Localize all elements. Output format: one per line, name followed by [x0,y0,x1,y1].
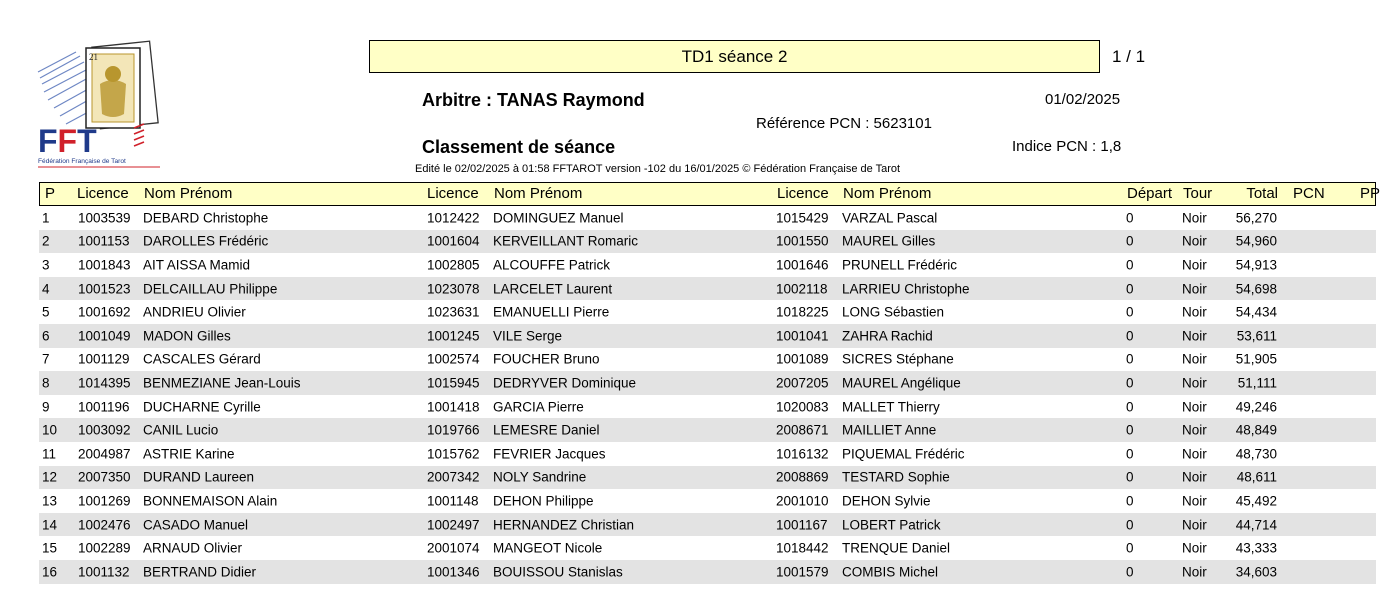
cell-total: 54,960 [1235,233,1277,249]
cell-player-2: ALCOUFFE Patrick [493,257,611,273]
cell-licence-2: 1023631 [427,304,480,320]
table-header [39,182,1381,206]
cell-licence-2: 1015945 [427,375,480,391]
cell-player-3: MAUREL Angélique [842,375,961,391]
cell-player-3: DEHON Sylvie [842,493,931,509]
cell-player-1: CASADO Manuel [143,517,249,533]
column-header-licence-2: Licence [427,185,479,203]
cell-licence-3: 1018442 [776,540,829,556]
classement-heading: Classement de séance [422,137,616,157]
cell-licence-1: 1014395 [78,375,131,391]
cell-player-2: LARCELET Laurent [493,281,613,297]
cell-rank: 7 [42,351,50,367]
cell-player-2: DOMINGUEZ Manuel [493,210,624,226]
cell-rank: 1 [42,210,50,226]
cell-licence-2: 1002805 [427,257,480,273]
cell-player-2: NOLY Sandrine [493,469,587,485]
cell-licence-3: 2001010 [776,493,829,509]
cell-player-1: DUCHARNE Cyrille [143,399,261,415]
cell-depart: 0 [1126,233,1134,249]
page-number: 1 / 1 [1112,47,1146,66]
cell-player-3: ZAHRA Rachid [842,328,933,344]
column-header-pp: PP [1360,185,1381,203]
cell-licence-2: 1001604 [427,233,480,249]
column-header-licence-1: Licence [77,185,129,203]
cell-player-3: LONG Sébastien [842,304,945,320]
cell-licence-3: 2007205 [776,375,829,391]
cell-licence-1: 1001523 [78,281,131,297]
cell-licence-1: 1001692 [78,304,131,320]
cell-depart: 0 [1126,375,1134,391]
table-row [39,536,1376,560]
cell-tour: Noir [1182,422,1207,438]
cell-rank: 8 [42,375,50,391]
cell-player-2: VILE Serge [493,328,563,344]
cell-licence-3: 1001550 [776,233,829,249]
cell-total: 44,714 [1235,517,1277,533]
cell-licence-2: 2001074 [427,540,480,556]
cell-total: 54,434 [1235,304,1277,320]
fft-logo-text: FFT [38,123,97,159]
cell-licence-3: 1001579 [776,564,829,580]
table-row [39,395,1376,419]
cell-player-2: HERNANDEZ Christian [493,517,635,533]
cell-rank: 2 [42,233,50,249]
cell-rank: 3 [42,257,50,273]
table-row [39,513,1376,537]
cell-tour: Noir [1182,399,1207,415]
cell-licence-1: 1002289 [78,540,131,556]
table-body [39,206,1376,584]
tarot-card-icon [86,41,158,129]
cell-licence-2: 1023078 [427,281,480,297]
cell-tour: Noir [1182,351,1207,367]
cell-licence-3: 1001646 [776,257,829,273]
cell-tour: Noir [1182,257,1207,273]
cell-player-1: ANDRIEU Olivier [143,304,246,320]
cell-player-1: BERTRAND Didier [143,564,257,580]
table-row [39,371,1376,395]
cell-player-2: BOUISSOU Stanislas [493,564,623,580]
cell-total: 54,698 [1235,281,1277,297]
cell-licence-3: 2008671 [776,422,829,438]
table-row [39,230,1376,254]
table-row [39,253,1376,277]
cell-depart: 0 [1126,257,1134,273]
cell-rank: 9 [42,399,50,415]
cell-tour: Noir [1182,469,1207,485]
cell-licence-3: 1018225 [776,304,829,320]
ranking-table [39,182,1381,584]
cell-rank: 11 [42,446,57,462]
cell-player-3: PIQUEMAL Frédéric [842,446,965,462]
cell-rank: 16 [42,564,58,580]
svg-text:21: 21 [89,52,98,62]
cell-licence-1: 1002476 [78,517,131,533]
column-header-player-3: Nom Prénom [843,185,932,203]
column-header-player-1: Nom Prénom [144,185,233,203]
cell-player-3: TESTARD Sophie [842,469,950,485]
cell-player-3: LOBERT Patrick [842,517,941,533]
cell-total: 54,913 [1235,257,1277,273]
cell-licence-2: 1002497 [427,517,480,533]
cell-licence-3: 1016132 [776,446,829,462]
cell-depart: 0 [1126,210,1134,226]
table-row [39,206,1376,230]
cell-player-1: ARNAUD Olivier [143,540,243,556]
session-date: 01/02/2025 [1045,91,1121,108]
cell-player-2: FOUCHER Bruno [493,351,600,367]
fft-logo [36,40,162,170]
table-row [39,348,1376,372]
cell-tour: Noir [1182,281,1207,297]
cell-licence-1: 2007350 [78,469,131,485]
cell-licence-2: 1001418 [427,399,480,415]
cell-licence-1: 1001196 [78,399,130,415]
cell-total: 34,603 [1235,564,1277,580]
cell-tour: Noir [1182,233,1207,249]
cell-depart: 0 [1126,422,1134,438]
cell-rank: 14 [42,517,58,533]
table-row [39,324,1376,348]
cell-rank: 12 [42,469,58,485]
cell-depart: 0 [1126,564,1134,580]
cell-tour: Noir [1182,517,1207,533]
column-header-rank: P [45,185,56,203]
column-header-licence-3: Licence [777,185,829,203]
cell-licence-3: 2008869 [776,469,829,485]
cell-player-2: EMANUELLI Pierre [493,304,610,320]
cell-player-2: FEVRIER Jacques [493,446,606,462]
cell-tour: Noir [1182,304,1207,320]
cell-total: 45,492 [1235,493,1277,509]
table-row [39,300,1376,324]
cell-tour: Noir [1182,375,1207,391]
cell-player-2: GARCIA Pierre [493,399,584,415]
cell-licence-3: 1001089 [776,351,829,367]
cell-player-2: KERVEILLANT Romaric [493,233,639,249]
cell-licence-3: 1002118 [776,281,828,297]
column-header-pcn: PCN [1293,185,1325,203]
cell-tour: Noir [1182,540,1207,556]
cell-tour: Noir [1182,210,1207,226]
cell-depart: 0 [1126,281,1134,297]
cell-player-1: DEBARD Christophe [143,210,269,226]
table-row [39,466,1376,490]
cell-licence-1: 1001153 [78,233,130,249]
cell-player-1: DAROLLES Frédéric [143,233,269,249]
cell-player-1: AIT AISSA Mamid [143,257,251,273]
cell-licence-1: 1001132 [78,564,130,580]
cell-player-1: DELCAILLAU Philippe [143,281,278,297]
cell-total: 48,849 [1235,422,1277,438]
cell-licence-3: 1001167 [776,517,828,533]
cell-player-3: SICRES Stéphane [842,351,954,367]
cell-player-3: VARZAL Pascal [842,210,938,226]
table-row [39,277,1376,301]
cell-player-2: DEHON Philippe [493,493,594,509]
cell-player-1: CANIL Lucio [143,422,219,438]
cell-tour: Noir [1182,493,1207,509]
cell-licence-2: 1001148 [427,493,479,509]
cell-rank: 6 [42,328,50,344]
cell-player-1: CASCALES Gérard [143,351,261,367]
cell-player-3: PRUNELL Frédéric [842,257,958,273]
cell-player-3: MALLET Thierry [842,399,940,415]
cell-rank: 5 [42,304,50,320]
cell-depart: 0 [1126,493,1134,509]
cell-total: 56,270 [1235,210,1277,226]
cell-total: 43,333 [1235,540,1277,556]
cell-player-1: ASTRIE Karine [143,446,235,462]
cell-depart: 0 [1126,446,1134,462]
column-header-tour: Tour [1183,185,1213,203]
cell-player-3: LARRIEU Christophe [842,281,970,297]
cell-total: 51,111 [1237,375,1277,391]
pcn-index: Indice PCN : 1,8 [1012,138,1122,155]
cell-depart: 0 [1126,469,1134,485]
edition-info: Edité le 02/02/2025 à 01:58 FFTAROT version -102 du 16/01/2025 © Fédération Française de Tarot [415,163,901,175]
cell-licence-1: 1001269 [78,493,131,509]
cell-depart: 0 [1126,540,1134,556]
cell-rank: 13 [42,493,58,509]
cell-tour: Noir [1182,564,1207,580]
cell-tour: Noir [1182,328,1207,344]
session-title: TD1 séance 2 [369,40,1100,73]
column-header-depart: Départ [1127,185,1173,203]
cell-rank: 4 [42,281,50,297]
cell-rank: 15 [42,540,58,556]
cell-licence-1: 1003092 [78,422,131,438]
pcn-reference: Référence PCN : 5623101 [756,115,932,132]
cell-licence-1: 1003539 [78,210,131,226]
arbitre-label: Arbitre : TANAS Raymond [422,90,645,110]
cell-total: 53,611 [1236,328,1277,344]
cell-player-1: BONNEMAISON Alain [143,493,278,509]
column-header-total: Total [1246,185,1278,203]
cell-player-1: DURAND Laureen [143,469,255,485]
cell-rank: 10 [42,422,58,438]
cell-licence-2: 1019766 [427,422,480,438]
france-map-lines-icon [38,52,92,124]
cell-player-2: LEMESRE Daniel [493,422,600,438]
cell-player-2: DEDRYVER Dominique [493,375,637,391]
cell-licence-1: 1001843 [78,257,131,273]
table-row [39,418,1376,442]
table-row [39,442,1376,466]
column-header-player-2: Nom Prénom [494,185,583,203]
cell-licence-1: 2004987 [78,446,131,462]
cell-licence-3: 1020083 [776,399,829,415]
cell-licence-2: 1001245 [427,328,480,344]
cell-total: 49,246 [1235,399,1277,415]
cell-player-3: TRENQUE Daniel [842,540,951,556]
cell-licence-3: 1001041 [776,328,829,344]
cell-player-2: MANGEOT Nicole [493,540,603,556]
cell-licence-1: 1001129 [78,351,130,367]
cell-total: 48,611 [1236,469,1277,485]
cell-player-3: MAILLIET Anne [842,422,937,438]
cell-licence-2: 1001346 [427,564,480,580]
cell-depart: 0 [1126,304,1134,320]
cell-licence-2: 1015762 [427,446,480,462]
cell-tour: Noir [1182,446,1207,462]
cell-depart: 0 [1126,517,1134,533]
cell-player-3: MAUREL Gilles [842,233,936,249]
cell-licence-1: 1001049 [78,328,131,344]
cell-player-1: MADON Gilles [143,328,231,344]
table-row [39,560,1376,584]
cell-depart: 0 [1126,351,1134,367]
cell-licence-2: 1012422 [427,210,480,226]
cell-licence-2: 1002574 [427,351,480,367]
cell-player-1: BENMEZIANE Jean-Louis [143,375,301,391]
cell-depart: 0 [1126,399,1134,415]
table-row [39,489,1376,513]
cell-player-3: COMBIS Michel [842,564,939,580]
cell-licence-2: 2007342 [427,469,480,485]
fft-logo-subtitle: Fédération Française de Tarot [38,158,126,165]
cell-depart: 0 [1126,328,1134,344]
cell-licence-3: 1015429 [776,210,829,226]
cell-total: 48,730 [1235,446,1277,462]
cell-total: 51,905 [1235,351,1277,367]
